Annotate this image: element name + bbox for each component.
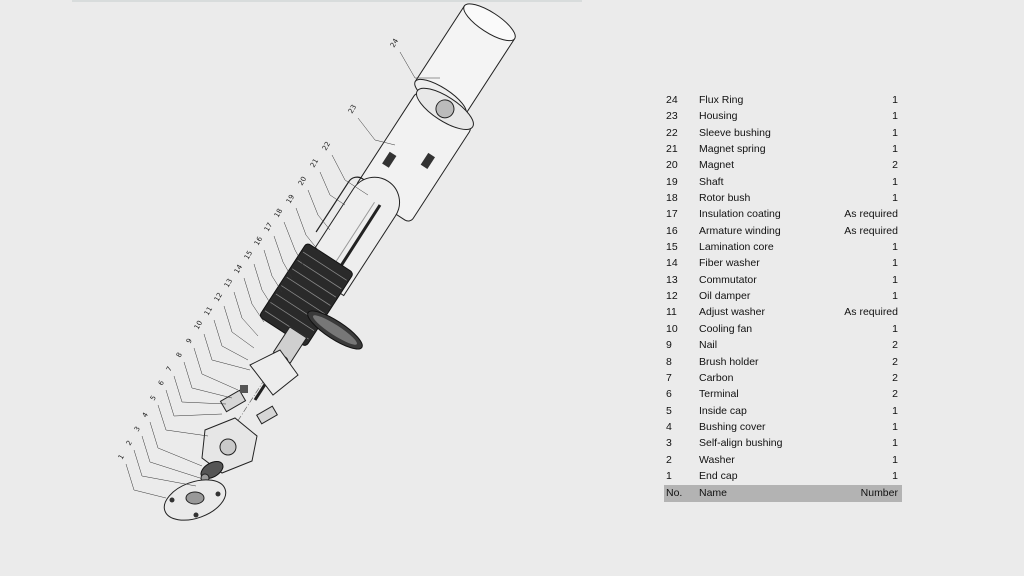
- parts-row-3: [664, 435, 902, 451]
- part-name: Sleeve bushing: [699, 126, 771, 139]
- callout-24: 24: [388, 37, 401, 49]
- callout-5: 5: [148, 394, 158, 402]
- part-quantity: 2: [892, 355, 898, 368]
- callout-23: 23: [346, 103, 359, 115]
- parts-row-7: [664, 370, 902, 386]
- part-no: 17: [666, 208, 678, 221]
- parts-row-21: [664, 141, 902, 157]
- end-cap: [159, 472, 231, 528]
- header-name: Name: [699, 487, 728, 500]
- part-no: 4: [666, 420, 672, 433]
- parts-rows: [664, 92, 902, 484]
- part-name: Fiber washer: [699, 257, 760, 270]
- part-no: 22: [666, 126, 678, 139]
- part-name: Lamination core: [699, 241, 774, 254]
- part-quantity: 1: [892, 241, 898, 254]
- part-name: Housing: [699, 110, 738, 123]
- parts-row-15: [664, 239, 902, 255]
- part-name: Commutator: [699, 273, 757, 286]
- callout-14: 14: [232, 263, 245, 275]
- callout-16: 16: [252, 235, 265, 247]
- parts-row-8: [664, 354, 902, 370]
- callout-22: 22: [320, 140, 333, 152]
- part-quantity: 2: [892, 339, 898, 352]
- part-no: 10: [666, 322, 678, 335]
- callout-21: 21: [308, 157, 321, 169]
- part-quantity: 2: [892, 159, 898, 172]
- part-quantity: 2: [892, 388, 898, 401]
- parts-row-20: [664, 157, 902, 173]
- part-no: 20: [666, 159, 678, 172]
- part-no: 16: [666, 224, 678, 237]
- part-no: 3: [666, 437, 672, 450]
- callout-9: 9: [184, 337, 194, 345]
- part-name: Armature winding: [699, 224, 781, 237]
- part-quantity: As required: [844, 224, 898, 237]
- part-no: 15: [666, 241, 678, 254]
- callout-12: 12: [212, 291, 225, 303]
- leader-lines: [126, 52, 440, 498]
- part-no: 14: [666, 257, 678, 270]
- part-quantity: 1: [892, 322, 898, 335]
- part-quantity: 1: [892, 110, 898, 123]
- parts-row-23: [664, 108, 902, 124]
- part-quantity: As required: [844, 208, 898, 221]
- callout-4: 4: [140, 411, 150, 419]
- part-no: 11: [666, 306, 677, 319]
- parts-row-1: [664, 468, 902, 484]
- part-name: Cooling fan: [699, 322, 753, 335]
- parts-table: [664, 92, 902, 502]
- callout-1: 1: [116, 453, 126, 461]
- part-name: Nail: [699, 339, 718, 352]
- part-quantity: 1: [892, 126, 898, 139]
- part-name: Flux Ring: [699, 94, 744, 106]
- part-name: Washer: [699, 453, 735, 466]
- part-no: 12: [666, 290, 678, 303]
- part-no: 5: [666, 404, 672, 417]
- part-name: Oil damper: [699, 290, 751, 303]
- part-name: Shaft: [699, 175, 724, 188]
- header-no: No.: [666, 487, 683, 500]
- part-quantity: As required: [844, 306, 898, 319]
- parts-row-13: [664, 272, 902, 288]
- part-quantity: 1: [892, 290, 898, 303]
- parts-row-14: [664, 255, 902, 271]
- part-no: 23: [666, 110, 678, 123]
- part-quantity: 1: [892, 453, 898, 466]
- part-name: Magnet spring: [699, 143, 766, 156]
- callout-20: 20: [296, 175, 309, 187]
- parts-row-10: [664, 321, 902, 337]
- part-name: Brush holder: [699, 355, 759, 368]
- parts-row-24: [664, 92, 902, 108]
- part-no: 24: [666, 94, 678, 106]
- callout-11: 11: [202, 305, 215, 317]
- part-quantity: 1: [892, 420, 898, 433]
- part-quantity: 2: [892, 371, 898, 384]
- part-no: 7: [666, 371, 672, 384]
- part-quantity: 1: [892, 143, 898, 156]
- callout-18: 18: [272, 207, 285, 219]
- callout-7: 7: [164, 365, 174, 373]
- callout-13: 13: [222, 277, 235, 289]
- callout-8: 8: [174, 351, 184, 359]
- callout-10: 10: [192, 319, 205, 331]
- part-no: 9: [666, 339, 672, 352]
- part-no: 13: [666, 273, 678, 286]
- part-quantity: 1: [892, 469, 898, 482]
- part-name: Rotor bush: [699, 192, 751, 205]
- parts-header: [664, 485, 902, 502]
- callout-6: 6: [156, 379, 166, 387]
- part-no: 6: [666, 388, 672, 401]
- part-quantity: 1: [892, 404, 898, 417]
- part-name: Bushing cover: [699, 420, 766, 433]
- parts-row-11: [664, 304, 902, 320]
- part-no: 2: [666, 453, 672, 466]
- part-name: Inside cap: [699, 404, 747, 417]
- part-name: End cap: [699, 469, 738, 482]
- parts-row-17: [664, 206, 902, 222]
- part-no: 21: [666, 143, 678, 156]
- part-no: 18: [666, 192, 678, 205]
- part-quantity: 1: [892, 192, 898, 205]
- part-no: 8: [666, 355, 672, 368]
- part-name: Adjust washer: [699, 306, 765, 319]
- part-quantity: 1: [892, 437, 898, 450]
- parts-row-4: [664, 419, 902, 435]
- parts-row-12: [664, 288, 902, 304]
- callout-3: 3: [132, 425, 142, 433]
- part-name: Carbon: [699, 371, 734, 384]
- callout-17: 17: [262, 221, 275, 233]
- parts-row-6: [664, 386, 902, 402]
- part-quantity: 1: [892, 273, 898, 286]
- parts-row-18: [664, 190, 902, 206]
- callout-2: 2: [124, 439, 134, 447]
- part-quantity: 1: [892, 257, 898, 270]
- part-no: 19: [666, 175, 678, 188]
- part-name: Terminal: [699, 388, 739, 401]
- part-quantity: 1: [892, 175, 898, 188]
- parts-row-2: [664, 452, 902, 468]
- parts-row-16: [664, 223, 902, 239]
- part-name: Insulation coating: [699, 208, 781, 221]
- callout-15: 15: [242, 249, 255, 261]
- part-name: Self-align bushing: [699, 437, 783, 450]
- part-quantity: 1: [892, 94, 898, 106]
- part-no: 1: [666, 469, 672, 482]
- parts-row-22: [664, 125, 902, 141]
- parts-row-9: [664, 337, 902, 353]
- parts-row-19: [664, 174, 902, 190]
- part-name: Magnet: [699, 159, 735, 172]
- parts-row-5: [664, 403, 902, 419]
- callout-19: 19: [284, 193, 297, 205]
- header-number: Number: [860, 487, 898, 500]
- brush-holder-assembly: [220, 350, 298, 424]
